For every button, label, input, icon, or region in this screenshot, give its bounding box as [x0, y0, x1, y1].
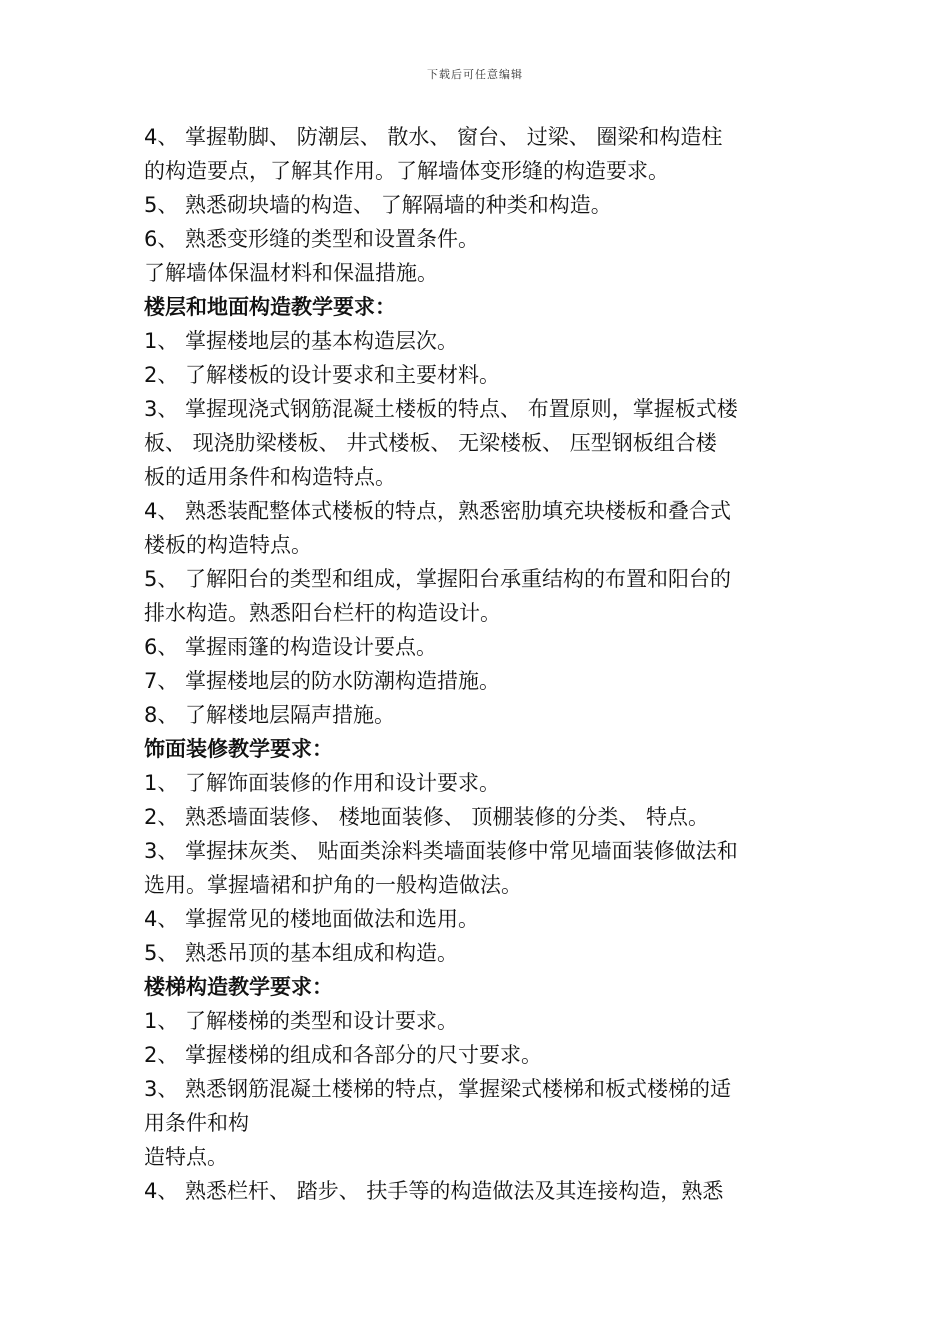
- page-header-note: 下载后可任意编辑: [427, 68, 523, 81]
- text-line: 的构造要点，了解其作用。了解墙体变形缝的构造要求。: [144, 159, 669, 183]
- text-line: 3、 掌握抹灰类、 贴面类涂料类墙面装修中常见墙面装修做法和: [144, 839, 738, 863]
- text-line: 2、 了解楼板的设计要求和主要材料。: [144, 363, 501, 387]
- document-body: [144, 120, 814, 1208]
- text-line: 2、 熟悉墙面装修、 楼地面装修、 顶棚装修的分类、 特点。: [144, 805, 710, 829]
- text-line: 1、 了解饰面装修的作用和设计要求。: [144, 771, 501, 795]
- section-heading: 楼层和地面构造教学要求：: [144, 295, 396, 319]
- text-line: 板的适用条件和构造特点。: [144, 465, 396, 489]
- text-line: 3、 掌握现浇式钢筋混凝土楼板的特点、 布置原则，掌握板式楼: [144, 397, 738, 421]
- text-line: 1、 了解楼梯的类型和设计要求。: [144, 1009, 459, 1033]
- text-line: 2、 掌握楼梯的组成和各部分的尺寸要求。: [144, 1043, 543, 1067]
- text-line: 造特点。: [144, 1145, 228, 1169]
- text-line: 6、 掌握雨篷的构造设计要点。: [144, 635, 438, 659]
- text-line: 板、 现浇肋梁楼板、 井式楼板、 无梁楼板、 压型钢板组合楼: [144, 431, 717, 455]
- text-line: 4、 掌握常见的楼地面做法和选用。: [144, 907, 480, 931]
- text-line: 5、 熟悉砌块墙的构造、 了解隔墙的种类和构造。: [144, 193, 612, 217]
- text-line: 排水构造。熟悉阳台栏杆的构造设计。: [144, 601, 501, 625]
- text-line: 5、 了解阳台的类型和组成，掌握阳台承重结构的布置和阳台的: [144, 567, 732, 591]
- text-line: 4、 熟悉栏杆、 踏步、 扶手等的构造做法及其连接构造，熟悉: [144, 1179, 724, 1203]
- text-line: 1、 掌握楼地层的基本构造层次。: [144, 329, 459, 353]
- text-line: 选用。掌握墙裙和护角的一般构造做法。: [144, 873, 522, 897]
- text-line: 5、 熟悉吊顶的基本组成和构造。: [144, 941, 459, 965]
- text-line: 楼板的构造特点。: [144, 533, 312, 557]
- text-line: 7、 掌握楼地层的防水防潮构造措施。: [144, 669, 501, 693]
- text-line: 6、 熟悉变形缝的类型和设置条件。: [144, 227, 480, 251]
- text-line: 用条件和构: [144, 1111, 249, 1135]
- section-heading: 楼梯构造教学要求：: [144, 975, 333, 999]
- section-heading: 饰面装修教学要求：: [144, 737, 333, 761]
- text-line: 了解墙体保温材料和保温措施。: [144, 261, 438, 285]
- text-line: 8、 了解楼地层隔声措施。: [144, 703, 396, 727]
- text-line: 4、 掌握勒脚、 防潮层、 散水、 窗台、 过梁、 圈梁和构造柱: [144, 125, 723, 149]
- text-line: 4、 熟悉装配整体式楼板的特点，熟悉密肋填充块楼板和叠合式: [144, 499, 732, 523]
- text-line: 3、 熟悉钢筋混凝土楼梯的特点，掌握梁式楼梯和板式楼梯的适: [144, 1077, 732, 1101]
